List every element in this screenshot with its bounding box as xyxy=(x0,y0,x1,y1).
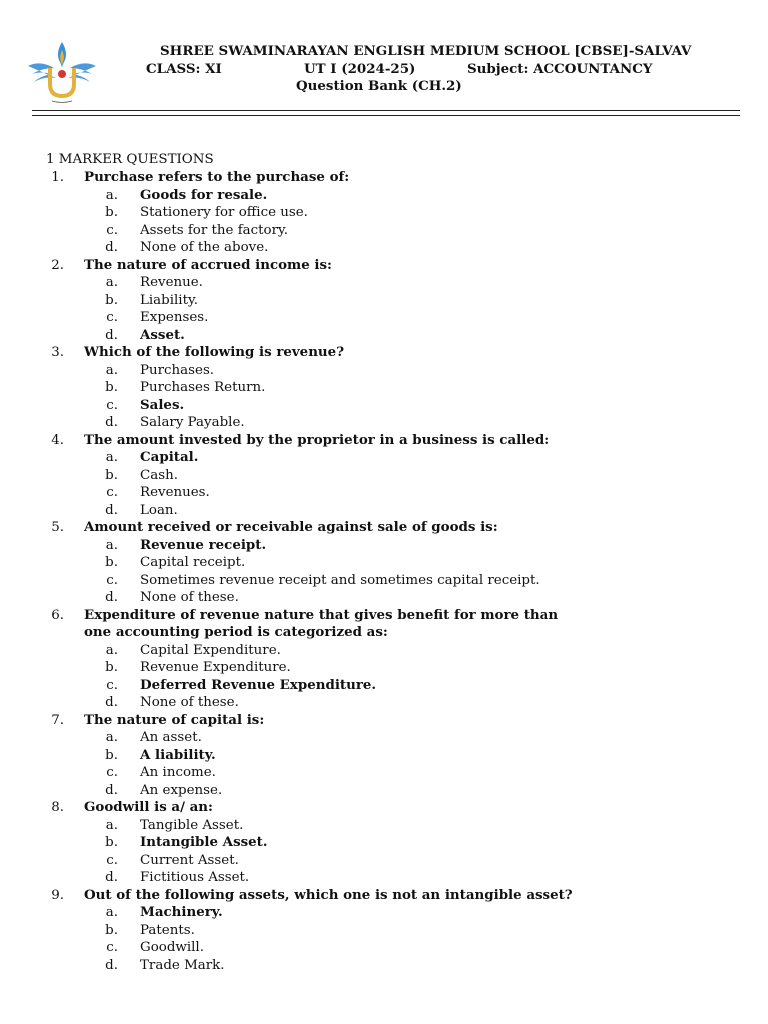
option-text: Assets for the factory. xyxy=(140,222,289,238)
option-letter: a. xyxy=(105,275,118,290)
answer-option xyxy=(0,957,768,975)
option-letter: a. xyxy=(105,187,118,203)
school-logo xyxy=(26,38,98,104)
option-letter: a. xyxy=(105,537,118,553)
answer-option-correct xyxy=(0,677,768,695)
option-letter: d. xyxy=(105,870,118,885)
answer-option-correct xyxy=(0,449,768,467)
option-letter: c. xyxy=(106,765,118,780)
question-number: 1. xyxy=(51,170,64,185)
option-text: Deferred Revenue Expenditure. xyxy=(140,676,377,693)
answer-option xyxy=(0,309,768,327)
answer-option xyxy=(0,852,768,870)
option-letter: a. xyxy=(105,642,118,658)
answer-option xyxy=(0,239,768,257)
option-text: Patents. xyxy=(140,922,195,938)
option-letter: b. xyxy=(105,660,118,675)
answer-option xyxy=(0,572,768,590)
header-rule-top xyxy=(32,110,740,111)
option-text: None of these. xyxy=(140,590,239,605)
answer-option-correct xyxy=(0,537,768,555)
question-text: The nature of capital is: xyxy=(84,711,265,728)
answer-option-correct xyxy=(0,747,768,765)
answer-option xyxy=(0,729,768,747)
option-text: Intangible Asset. xyxy=(140,834,268,850)
option-text: Asset. xyxy=(140,326,185,343)
answer-option xyxy=(0,222,768,240)
answer-option xyxy=(0,869,768,887)
answer-option-correct xyxy=(0,327,768,345)
question-number: 7. xyxy=(51,712,64,728)
question-number: 2. xyxy=(51,257,64,273)
option-letter: d. xyxy=(105,327,118,343)
answer-option xyxy=(0,554,768,572)
option-text: Revenues. xyxy=(140,485,210,500)
answer-option xyxy=(0,782,768,800)
question-number: 3. xyxy=(51,345,64,360)
question-text: Expenditure of revenue nature that gives benefit for more than one accounting period is categorized as: xyxy=(84,606,559,640)
option-letter: c. xyxy=(106,397,118,413)
question-text: The amount invested by the proprietor in a business is called: xyxy=(84,431,550,448)
question-list xyxy=(0,169,768,974)
option-letter: b. xyxy=(105,555,118,570)
option-letter: b. xyxy=(105,205,118,220)
answer-option xyxy=(0,414,768,432)
option-letter: a. xyxy=(105,362,118,378)
answer-option xyxy=(0,659,768,677)
answer-option xyxy=(0,694,768,712)
option-letter: d. xyxy=(105,782,118,798)
class-label: CLASS: XI xyxy=(146,61,222,77)
answer-option xyxy=(0,484,768,502)
question xyxy=(0,432,768,450)
option-text: None of the above. xyxy=(140,240,269,255)
option-text: Revenue receipt. xyxy=(140,536,267,553)
option-text: Goods for resale. xyxy=(140,186,268,203)
option-letter: d. xyxy=(105,957,118,973)
option-text: Salary Payable. xyxy=(140,415,245,430)
option-text: Expenses. xyxy=(140,310,209,325)
option-text: Purchases Return. xyxy=(140,380,266,395)
option-text: A liability. xyxy=(140,746,216,763)
answer-option xyxy=(0,589,768,607)
answer-option xyxy=(0,817,768,835)
option-text: Revenue Expenditure. xyxy=(140,660,291,675)
option-text: Capital Expenditure. xyxy=(140,642,281,658)
option-letter: c. xyxy=(106,940,118,955)
question-text: Which of the following is revenue? xyxy=(84,344,345,360)
option-text: Sales. xyxy=(140,396,185,413)
option-letter: b. xyxy=(105,292,118,308)
option-text: Machinery. xyxy=(140,904,223,920)
option-text: Capital. xyxy=(140,449,199,465)
option-letter: c. xyxy=(106,222,118,238)
option-letter: b. xyxy=(105,467,118,483)
option-letter: b. xyxy=(105,380,118,395)
question-text: Purchase refers to the purchase of: xyxy=(84,169,350,185)
school-name: SHREE SWAMINARAYAN ENGLISH MEDIUM SCHOOL [CBSE]-SALVAV xyxy=(160,43,692,59)
option-text: An income. xyxy=(140,765,216,780)
option-text: Sometimes revenue receipt and sometimes capital receipt. xyxy=(140,572,540,588)
option-letter: d. xyxy=(105,240,118,255)
section-title: 1 MARKER QUESTIONS xyxy=(46,152,214,167)
question xyxy=(0,344,768,362)
option-text: Revenue. xyxy=(140,275,203,290)
question xyxy=(0,887,768,905)
option-letter: c. xyxy=(106,310,118,325)
answer-option xyxy=(0,379,768,397)
answer-option xyxy=(0,467,768,485)
option-text: Tangible Asset. xyxy=(140,817,244,833)
option-text: Loan. xyxy=(140,502,178,518)
question-text: Goodwill is a/ an: xyxy=(84,799,213,815)
question xyxy=(0,607,768,642)
question-text: Amount received or receivable against sale of goods is: xyxy=(84,519,498,535)
option-letter: c. xyxy=(106,852,118,868)
option-text: Current Asset. xyxy=(140,852,239,868)
answer-option xyxy=(0,922,768,940)
option-text: Cash. xyxy=(140,467,178,483)
answer-option xyxy=(0,642,768,660)
option-letter: a. xyxy=(105,817,118,833)
question xyxy=(0,519,768,537)
option-text: None of these. xyxy=(140,695,239,710)
question-number: 5. xyxy=(51,520,64,535)
option-letter: c. xyxy=(106,485,118,500)
answer-option-correct xyxy=(0,397,768,415)
question xyxy=(0,257,768,275)
header-rule-bottom xyxy=(32,115,740,116)
option-letter: d. xyxy=(105,590,118,605)
answer-option-correct xyxy=(0,187,768,205)
option-letter: d. xyxy=(105,695,118,710)
option-text: Fictitious Asset. xyxy=(140,870,250,885)
option-letter: a. xyxy=(105,730,118,745)
option-letter: b. xyxy=(105,922,118,938)
option-letter: c. xyxy=(106,572,118,588)
option-text: Goodwill. xyxy=(140,940,204,955)
answer-option xyxy=(0,764,768,782)
option-letter: d. xyxy=(105,415,118,430)
option-text: Trade Mark. xyxy=(140,957,225,973)
option-letter: c. xyxy=(106,677,118,693)
option-letter: b. xyxy=(105,835,118,850)
option-text: An expense. xyxy=(140,782,223,798)
option-text: Liability. xyxy=(140,292,199,308)
option-letter: a. xyxy=(105,905,118,920)
subject-label: Subject: ACCOUNTANCY xyxy=(467,61,653,77)
answer-option xyxy=(0,939,768,957)
answer-option xyxy=(0,362,768,380)
question xyxy=(0,712,768,730)
question-number: 4. xyxy=(51,432,64,448)
question-number: 9. xyxy=(51,887,64,903)
answer-option xyxy=(0,274,768,292)
option-letter: a. xyxy=(105,450,118,465)
answer-option-correct xyxy=(0,834,768,852)
question-text: The nature of accrued income is: xyxy=(84,256,332,273)
answer-option xyxy=(0,204,768,222)
question-number: 6. xyxy=(51,607,64,623)
option-text: Capital receipt. xyxy=(140,555,246,570)
question xyxy=(0,799,768,817)
option-text: Purchases. xyxy=(140,362,215,378)
question xyxy=(0,169,768,187)
option-letter: d. xyxy=(105,502,118,518)
exam-label: UT I (2024-25) xyxy=(304,61,416,77)
option-letter: b. xyxy=(105,747,118,763)
page-title: Question Bank (CH.2) xyxy=(296,78,462,94)
question-text: Out of the following assets, which one is not an intangible asset? xyxy=(84,886,573,903)
option-text: Stationery for office use. xyxy=(140,205,308,220)
answer-option xyxy=(0,292,768,310)
answer-option-correct xyxy=(0,904,768,922)
question-number: 8. xyxy=(51,800,64,815)
answer-option xyxy=(0,502,768,520)
option-text: An asset. xyxy=(140,730,202,745)
